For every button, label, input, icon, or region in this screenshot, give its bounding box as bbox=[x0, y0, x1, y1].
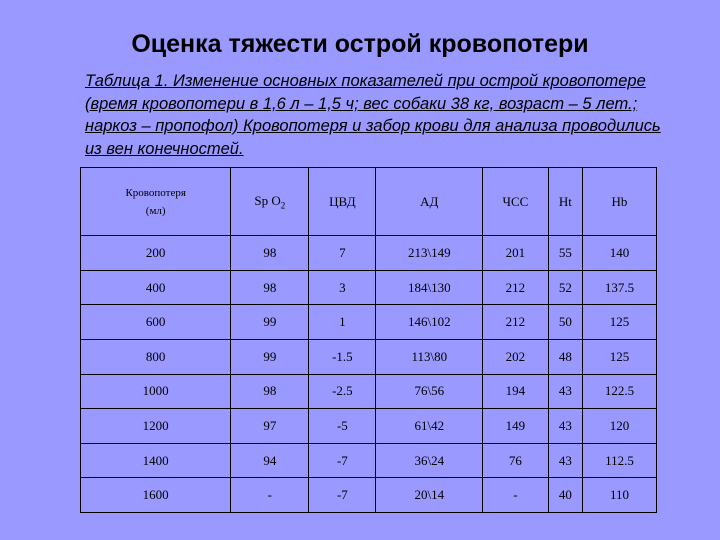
caption-label: Таблица 1 bbox=[85, 72, 164, 90]
cell-bp: 36\24 bbox=[376, 443, 483, 478]
header-blood-loss-label: Кровопотеря bbox=[125, 186, 186, 199]
cell-ht: 50 bbox=[548, 305, 582, 340]
cell-bp: 184\130 bbox=[376, 270, 483, 305]
cell-bp: 146\102 bbox=[376, 305, 483, 340]
cell-cvp: -1.5 bbox=[309, 339, 376, 374]
cell-hr: 76 bbox=[483, 443, 549, 478]
table-caption bbox=[85, 70, 675, 160]
cell-spo2: 99 bbox=[231, 339, 309, 374]
cell-ht: 48 bbox=[548, 339, 582, 374]
cell-hb: 122.5 bbox=[582, 374, 656, 409]
cell-hb: 140 bbox=[582, 236, 656, 271]
header-spo2-sub: 2 bbox=[280, 200, 286, 211]
cell-blood-loss: 1000 bbox=[81, 374, 231, 409]
header-cvp: ЦВД bbox=[309, 168, 376, 236]
cell-spo2: 98 bbox=[231, 236, 309, 271]
cell-bp: 76\56 bbox=[376, 374, 483, 409]
cell-cvp: -7 bbox=[309, 478, 376, 513]
table-row bbox=[81, 443, 657, 478]
cell-spo2: 94 bbox=[231, 443, 309, 478]
cell-blood-loss: 400 bbox=[81, 270, 231, 305]
cell-ht: 43 bbox=[548, 374, 582, 409]
cell-blood-loss: 800 bbox=[81, 339, 231, 374]
cell-spo2: 97 bbox=[231, 409, 309, 444]
cell-blood-loss: 1200 bbox=[81, 409, 231, 444]
cell-hr: 202 bbox=[483, 339, 549, 374]
table-row bbox=[81, 305, 657, 340]
cell-blood-loss: 200 bbox=[81, 236, 231, 271]
cell-ht: 43 bbox=[548, 443, 582, 478]
cell-hb: 112.5 bbox=[582, 443, 656, 478]
cell-ht: 43 bbox=[548, 409, 582, 444]
cell-hr: 194 bbox=[483, 374, 549, 409]
cell-hb: 120 bbox=[582, 409, 656, 444]
cell-hr: 201 bbox=[483, 236, 549, 271]
caption-text: . Изменение основных показателей при острой кровопотере (время кровопотери в 1,6 л – 1,5 ч; вес собаки 38 кг, возраст – 5 лет.; наркоз – пропофол) Кровопотеря и забор крови для анализа проводились из вен конечностей. bbox=[85, 72, 661, 158]
cell-hr: 212 bbox=[483, 270, 549, 305]
cell-spo2: 99 bbox=[231, 305, 309, 340]
header-spo2 bbox=[231, 168, 309, 236]
cell-spo2: 98 bbox=[231, 374, 309, 409]
cell-spo2: 98 bbox=[231, 270, 309, 305]
cell-hb: 125 bbox=[582, 339, 656, 374]
blood-loss-table bbox=[80, 167, 657, 513]
cell-bp: 20\14 bbox=[376, 478, 483, 513]
cell-hb: 137.5 bbox=[582, 270, 656, 305]
cell-hr: 149 bbox=[483, 409, 549, 444]
table-row bbox=[81, 270, 657, 305]
cell-bp: 113\80 bbox=[376, 339, 483, 374]
cell-bp: 213\149 bbox=[376, 236, 483, 271]
cell-ht: 55 bbox=[548, 236, 582, 271]
cell-hr: 212 bbox=[483, 305, 549, 340]
slide-title: Оценка тяжести острой кровопотери bbox=[131, 30, 589, 58]
table-header-row bbox=[81, 168, 657, 236]
cell-cvp: 1 bbox=[309, 305, 376, 340]
cell-hr: - bbox=[483, 478, 549, 513]
table-row bbox=[81, 478, 657, 513]
header-hb: Hb bbox=[582, 168, 656, 236]
header-blood-loss bbox=[81, 168, 231, 236]
cell-cvp: 3 bbox=[309, 270, 376, 305]
cell-blood-loss: 1400 bbox=[81, 443, 231, 478]
cell-ht: 40 bbox=[548, 478, 582, 513]
table-row bbox=[81, 409, 657, 444]
cell-blood-loss: 600 bbox=[81, 305, 231, 340]
cell-ht: 52 bbox=[548, 270, 582, 305]
table-row bbox=[81, 339, 657, 374]
cell-cvp: 7 bbox=[309, 236, 376, 271]
table-row bbox=[81, 236, 657, 271]
header-ht: Ht bbox=[548, 168, 582, 236]
header-bp: АД bbox=[376, 168, 483, 236]
header-hr: ЧСС bbox=[483, 168, 549, 236]
header-blood-loss-unit: (мл) bbox=[145, 204, 166, 217]
cell-cvp: -7 bbox=[309, 443, 376, 478]
cell-cvp: -5 bbox=[309, 409, 376, 444]
cell-bp: 61\42 bbox=[376, 409, 483, 444]
cell-spo2: - bbox=[231, 478, 309, 513]
cell-hb: 110 bbox=[582, 478, 656, 513]
cell-cvp: -2.5 bbox=[309, 374, 376, 409]
header-spo2-label: Sp O bbox=[254, 192, 281, 208]
cell-hb: 125 bbox=[582, 305, 656, 340]
cell-blood-loss: 1600 bbox=[81, 478, 231, 513]
table-row bbox=[81, 374, 657, 409]
